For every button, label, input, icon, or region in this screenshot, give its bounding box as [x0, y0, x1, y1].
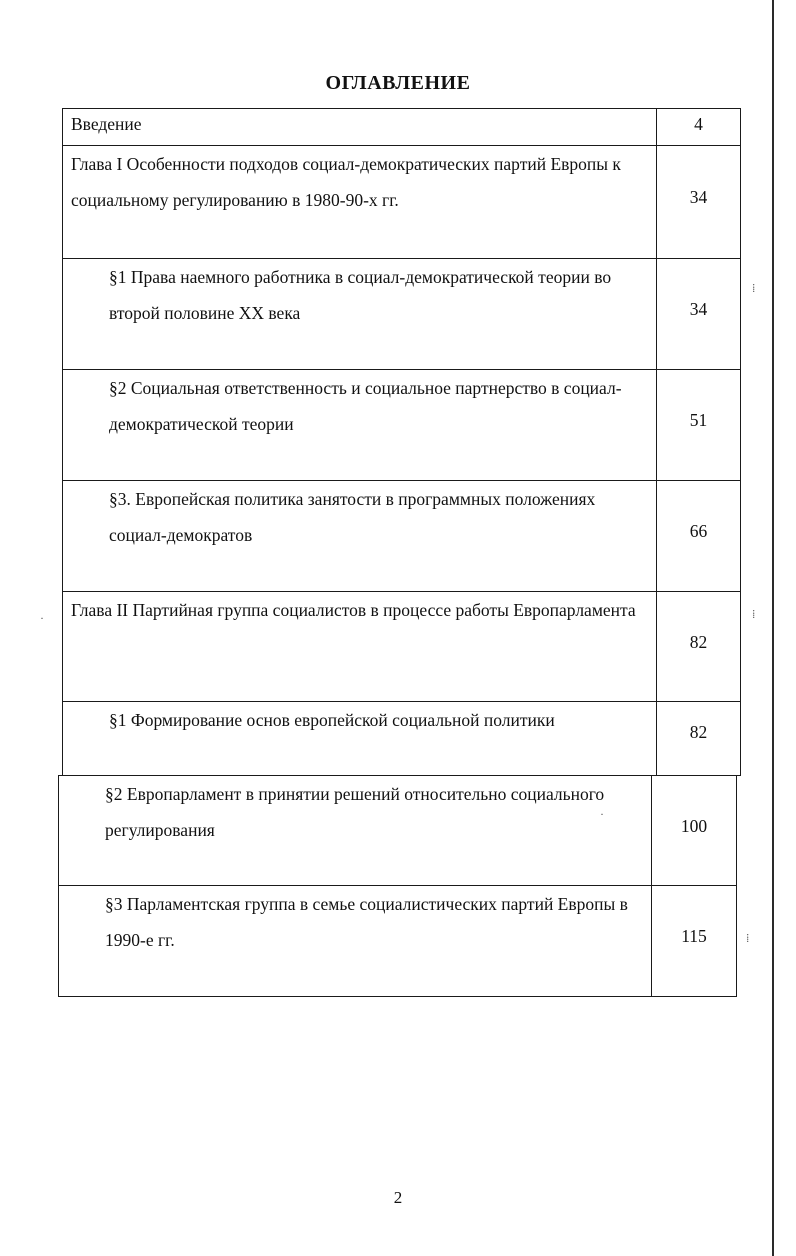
toc-entry-page [656, 591, 741, 702]
scan-speck: ⁞ [746, 931, 750, 945]
page-number: 2 [393, 1188, 403, 1207]
toc-entry-text [62, 145, 657, 259]
toc-entry-label: Введение [71, 114, 142, 134]
toc-entry-page [656, 108, 741, 146]
toc-page-number: 4 [694, 114, 703, 134]
toc-entry-text [62, 108, 657, 146]
scan-speck: · [40, 611, 44, 625]
toc-entry-label: §1 Формирование основ европейской социальной политики [109, 710, 555, 730]
toc-entry-label: Глава I Особенности подходов социал-демократических партий Европы к социальному регулированию в 1980-90-х гг. [71, 154, 621, 210]
toc-entry-text [62, 258, 657, 370]
toc-entry-page [656, 369, 741, 481]
toc-entry-text [58, 775, 652, 886]
toc-entry-page [651, 775, 737, 886]
toc-entry-label: §2 Европарламент в принятии решений относительно социального регулирования [105, 784, 605, 840]
toc-entry-label: §3. Европейская политика занятости в программных положениях социал-демократов [109, 489, 596, 545]
toc-page-number: 34 [689, 187, 708, 207]
toc-page-number: 51 [689, 410, 708, 430]
toc-entry-page [651, 885, 737, 997]
toc-page-number: 82 [689, 632, 708, 652]
toc-entry-text [62, 701, 657, 776]
scan-speck: ⁞ [752, 607, 756, 621]
toc-entry-label: §3 Парламентская группа в семье социалистических партий Европы в 1990-е гг. [105, 894, 628, 950]
toc-page-number: 115 [681, 926, 707, 946]
toc-entry-label: §1 Права наемного работника в социал-демократической теории во второй половине XX века [109, 267, 612, 323]
toc-entry-label: Глава II Партийная группа социалистов в процессе работы Европарламента [71, 600, 636, 620]
scan-speck: ⁞ [752, 281, 756, 295]
toc-entry-text [62, 480, 657, 592]
toc-page-number: 66 [689, 521, 708, 541]
toc-page-number: 82 [689, 722, 708, 742]
toc-entry-text [62, 591, 657, 702]
toc-entry-page [656, 480, 741, 592]
page-title: ОГЛАВЛЕНИЕ [325, 72, 471, 94]
toc-entry-text [62, 369, 657, 481]
toc-entry-text [58, 885, 652, 997]
toc-entry-page [656, 258, 741, 370]
toc-entry-page [656, 701, 741, 776]
toc-page-number: 100 [680, 816, 708, 836]
toc-entry-label: §2 Социальная ответственность и социальное партнерство в социал-демократической теории [109, 378, 622, 434]
toc-page-number: 34 [689, 299, 708, 319]
scan-speck: · [600, 807, 604, 821]
toc-entry-page [656, 145, 741, 259]
